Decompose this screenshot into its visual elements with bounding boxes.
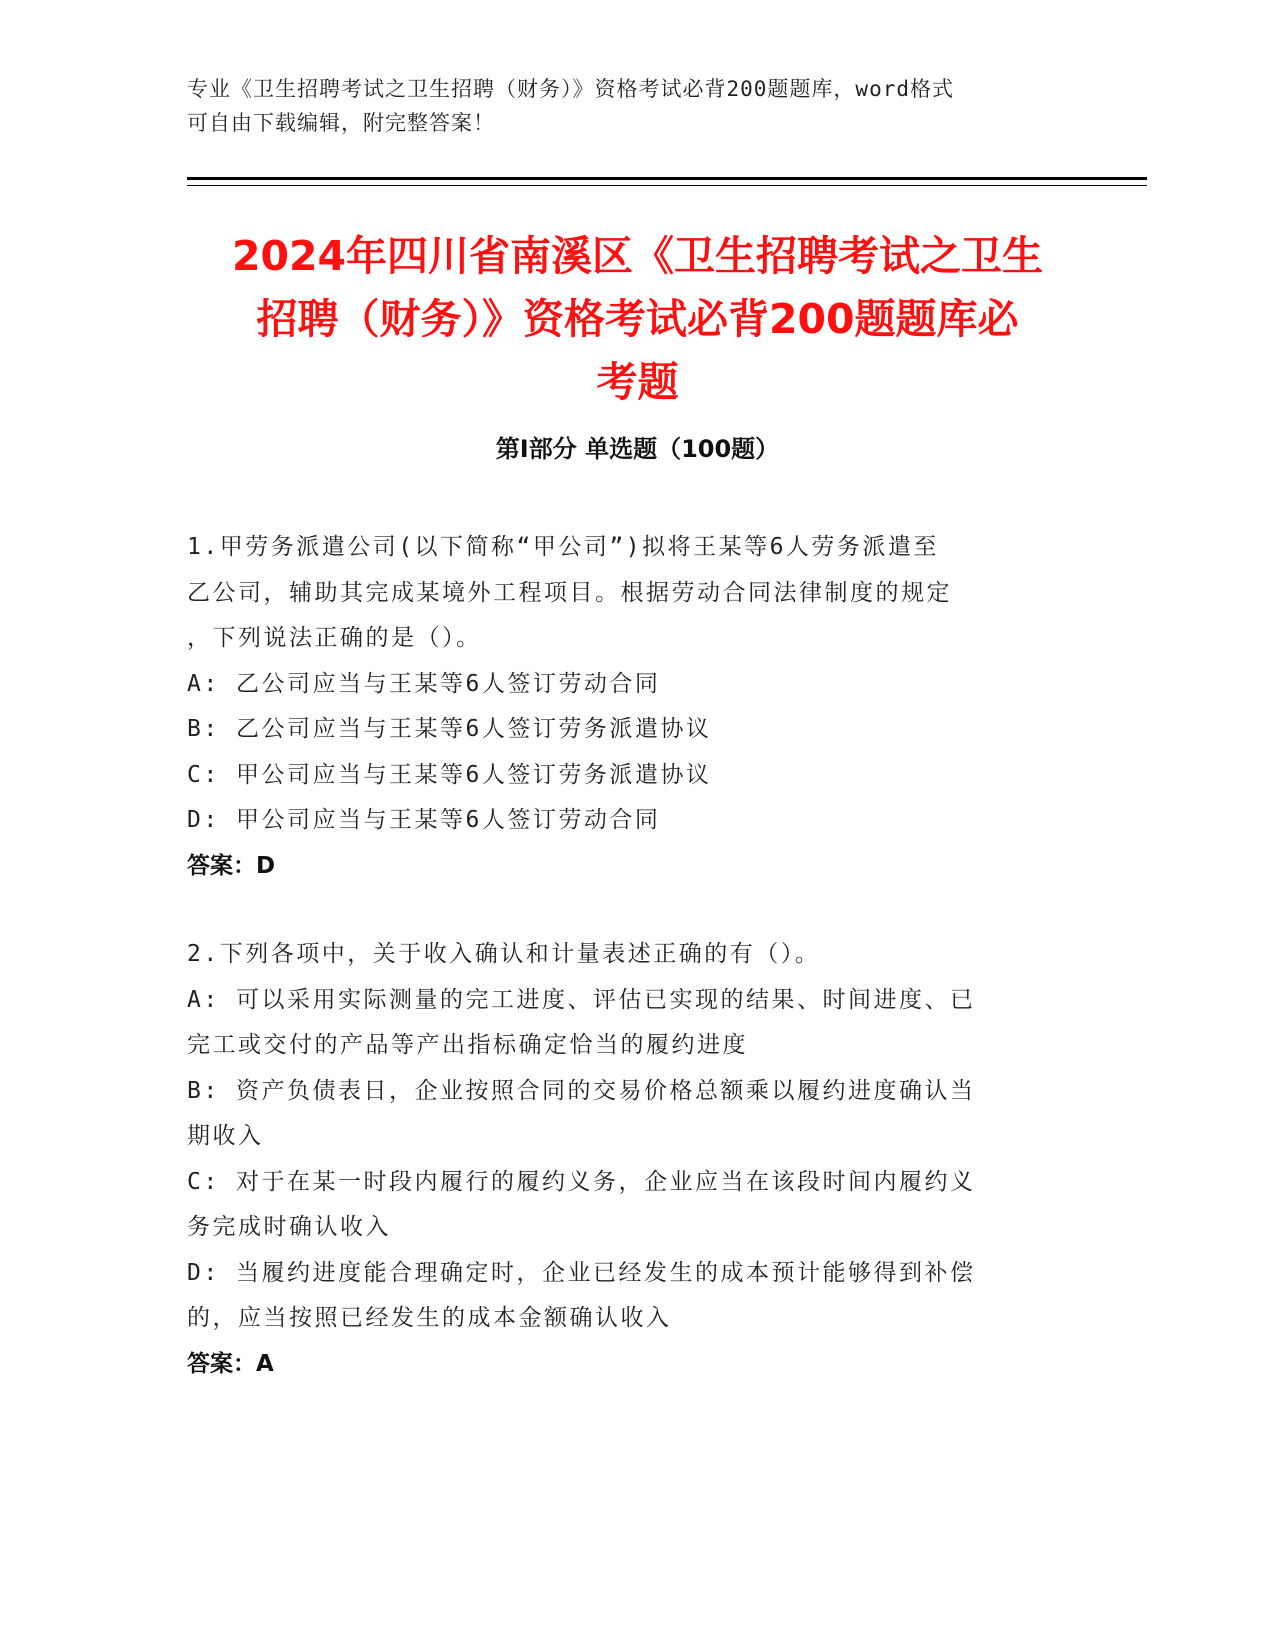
header-note-line-2: 可自由下载编辑，附完整答案！ [187, 111, 495, 135]
question-2-option-a-line-2: 完工或交付的产品等产出指标确定恰当的履约进度 [187, 1032, 748, 1058]
question-2-answer: 答案：A [187, 1350, 274, 1377]
question-2 [187, 932, 1067, 1387]
question-2-option-d-line-2: 的，应当按照已经发生的成本金额确认收入 [187, 1305, 672, 1331]
question-2-option-b-line-2: 期收入 [187, 1123, 264, 1149]
section-heading: 第Ⅰ部分 单选题（100题） [495, 435, 780, 463]
question-1-option-b: B: 乙公司应当与王某等6人签订劳务派遣协议 [187, 716, 712, 742]
question-1-stem-line-1: 1.甲劳务派遣公司(以下简称“甲公司”)拟将王某等6人劳务派遣至 [187, 534, 939, 560]
header-divider-thick [187, 177, 1147, 180]
question-2-option-a-line-1: A: 可以采用实际测量的完工进度、评估已实现的结果、时间进度、已 [187, 986, 976, 1013]
question-1-option-a: A: 乙公司应当与王某等6人签订劳动合同 [187, 670, 661, 697]
question-1-stem-line-2: 乙公司，辅助其完成某境外工程项目。根据劳动合同法律制度的规定 [187, 579, 952, 606]
question-2-option-c-line-2: 务完成时确认收入 [187, 1214, 391, 1240]
question-1-option-d: D: 甲公司应当与王某等6人签订劳动合同 [187, 807, 661, 833]
question-1 [187, 525, 1067, 889]
question-2-option-b-line-1: B: 资产负债表日，企业按照合同的交易价格总额乘以履约进度确认当 [187, 1077, 976, 1104]
question-2-option-d-line-1: D: 当履约进度能合理确定时，企业已经发生的成本预计能够得到补偿 [187, 1259, 976, 1286]
question-2-option-c-line-1: C: 对于在某一时段内履行的履约义务，企业应当在该段时间内履约义 [187, 1168, 976, 1195]
header-divider-thin [187, 185, 1147, 186]
question-2-stem-line-1: 2.下列各项中，关于收入确认和计量表述正确的有（）。 [187, 941, 821, 967]
title-line-3: 考题 [596, 358, 679, 406]
header-note-line-1: 专业《卫生招聘考试之卫生招聘（财务）》资格考试必背200题题库，word格式 [187, 77, 954, 101]
question-1-answer: 答案：D [187, 852, 276, 879]
title-line-1: 2024年四川省南溪区《卫生招聘考试之卫生 [231, 232, 1044, 280]
document-title [150, 225, 1125, 414]
header-note [187, 72, 1067, 140]
title-line-2: 招聘（财务）》资格考试必背200题题库必 [256, 295, 1019, 343]
question-1-option-c: C: 甲公司应当与王某等6人签订劳务派遣协议 [187, 761, 712, 788]
question-1-stem-line-3: ，下列说法正确的是（）。 [187, 625, 482, 651]
